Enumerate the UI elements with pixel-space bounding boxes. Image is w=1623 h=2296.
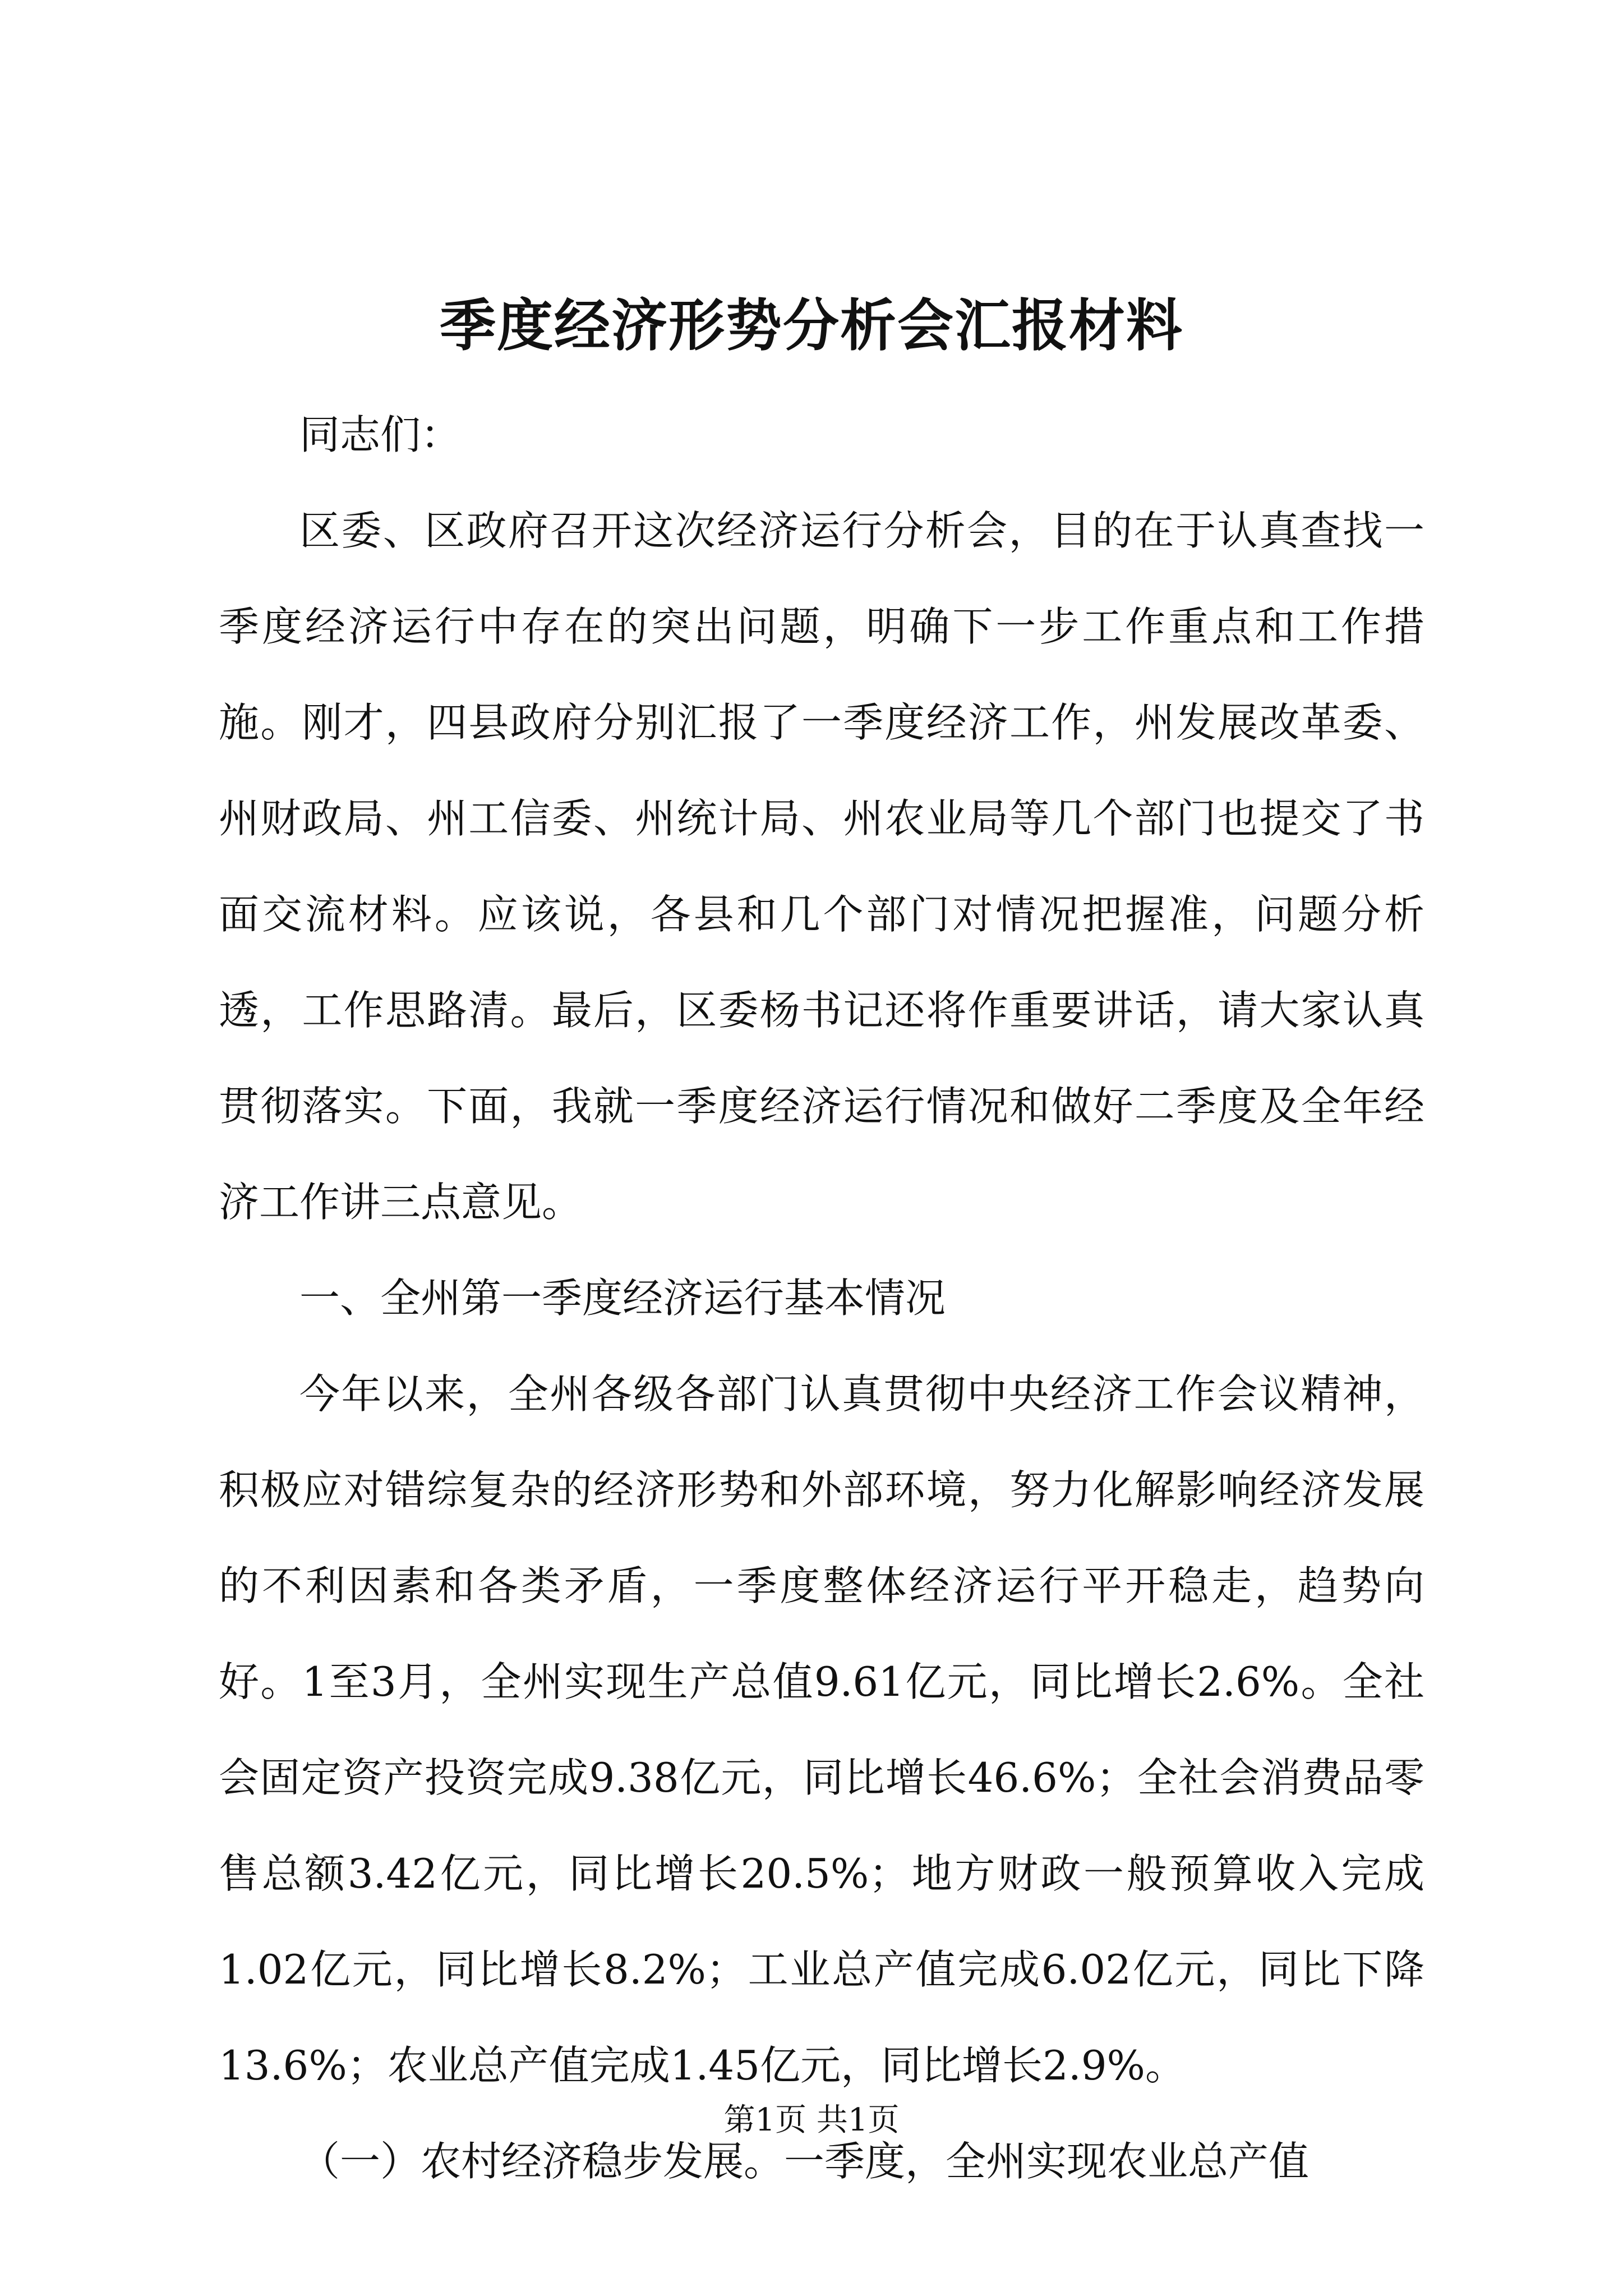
- document-title: 季度经济形势分析会汇报材料: [440, 292, 1183, 358]
- section-heading-1: 一、全州第一季度经济运行基本情况: [299, 1274, 946, 1322]
- subsection-rural-economy: （一）农村经济稳步发展。一季度，全州实现农业总产值: [299, 2138, 1310, 2185]
- document-body: [219, 387, 1424, 2210]
- intro-paragraph: 区委、区政府召开这次经济运行分析会，目的在于认真查找一季度经济运行中存在的突出问题，明确下一步工作重点和工作措施。刚才，四县政府分别汇报了一季度经济工作，州发展改革委、州财政局、州工信委、州统计局、州农业局等几个部门也提交了书面交流材料。应该说，各县和几个部门对情况把握准，问题分析透，工作思路清。最后，区委杨书记还将作重要讲话，请大家认真贯彻落实。下面，我就一季度经济运行情况和做好二季度及全年经济工作讲三点意见。: [219, 507, 1424, 1226]
- page-footer: 第1页 共1页: [723, 2102, 900, 2138]
- salutation: 同志们：: [299, 411, 462, 458]
- economic-overview-paragraph: 今年以来，全州各级各部门认真贯彻中央经济工作会议精神，积极应对错综复杂的经济形势和外部环境，努力化解影响经济发展的不利因素和各类矛盾，一季度整体经济运行平开稳走，趋势向好。1至3月，全州实现生产总值9.61亿元，同比增长2.6%。全社会固定资产投资完成9.38亿元，同比增长46.6%；全社会消费品零售总额3.42亿元，同比增长20.5%；地方财政一般预算收入完成1.02亿元，同比增长8.2%；工业总产值完成6.02亿元，同比下降13.6%；农业总产值完成1.45亿元，同比增长2.9%。: [219, 1370, 1424, 2089]
